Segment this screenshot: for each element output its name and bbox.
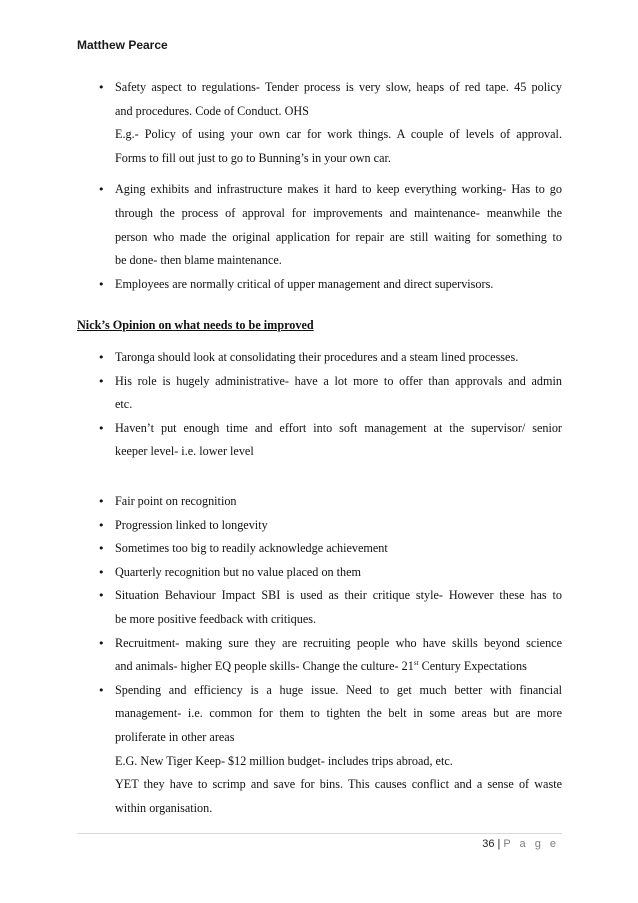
list-item: • Recruitment- making sure they are recruiting people who have skills beyond science and animals- higher EQ people skills- Change the culture- 21st Century Expectations [98, 632, 562, 679]
bullet-list-issues [98, 76, 562, 296]
footer-separator: | [497, 838, 501, 850]
list-item: • Taronga should look at consolidating their procedures and a steam lined processes. [98, 346, 562, 370]
page-number: 36 [482, 838, 495, 850]
list-item: • Aging exhibits and infrastructure makes it hard to keep everything working- Has to go through the process of approval for improvements and maintenance- meanwhile the person who made the original application for repair are still waiting for something to be done- then blame maintenance. [98, 178, 562, 272]
header-author: Matthew Pearce [77, 38, 168, 52]
list-item: • Situation Behaviour Impact SBI is used as their critique style- However these has to be more positive feedback with critiques. [98, 584, 562, 631]
page-footer [482, 838, 559, 850]
list-item: • Quarterly recognition but no value placed on them [98, 561, 562, 585]
bullet-list-improvements [98, 346, 562, 464]
section-heading: Nick’s Opinion on what needs to be improved [77, 318, 314, 332]
bullet-list-points [98, 490, 562, 820]
list-item: • Employees are normally critical of upper management and direct supervisors. [98, 273, 562, 297]
footer-divider [77, 833, 562, 834]
list-item: • Progression linked to longevity [98, 514, 562, 538]
page-label: P a g e [503, 838, 559, 850]
list-item: • His role is hugely administrative- have a lot more to offer than approvals and admin etc. [98, 370, 562, 417]
list-item: • Fair point on recognition [98, 490, 562, 514]
list-item: • Haven’t put enough time and effort into soft management at the supervisor/ senior keeper level- i.e. lower level [98, 417, 562, 464]
list-item: • Safety aspect to regulations- Tender process is very slow, heaps of red tape. 45 policy and procedures. Code of Conduct. OHS E.g.- Policy of using your own car for work things. A couple of levels of approval. Forms to fill out just to go to Bunning’s in your own car. [98, 76, 562, 170]
list-item: • Sometimes too big to readily acknowledge achievement [98, 537, 562, 561]
list-item: • Spending and efficiency is a huge issue. Need to get much better with financial management- i.e. common for them to tighten the belt in some areas but are more proliferate in other areas E.G. New Tiger Keep- $12 million budget- includes trips abroad, etc. YET they have to scrimp and save for bins. This causes conflict and a sense of waste within organisation. [98, 679, 562, 821]
